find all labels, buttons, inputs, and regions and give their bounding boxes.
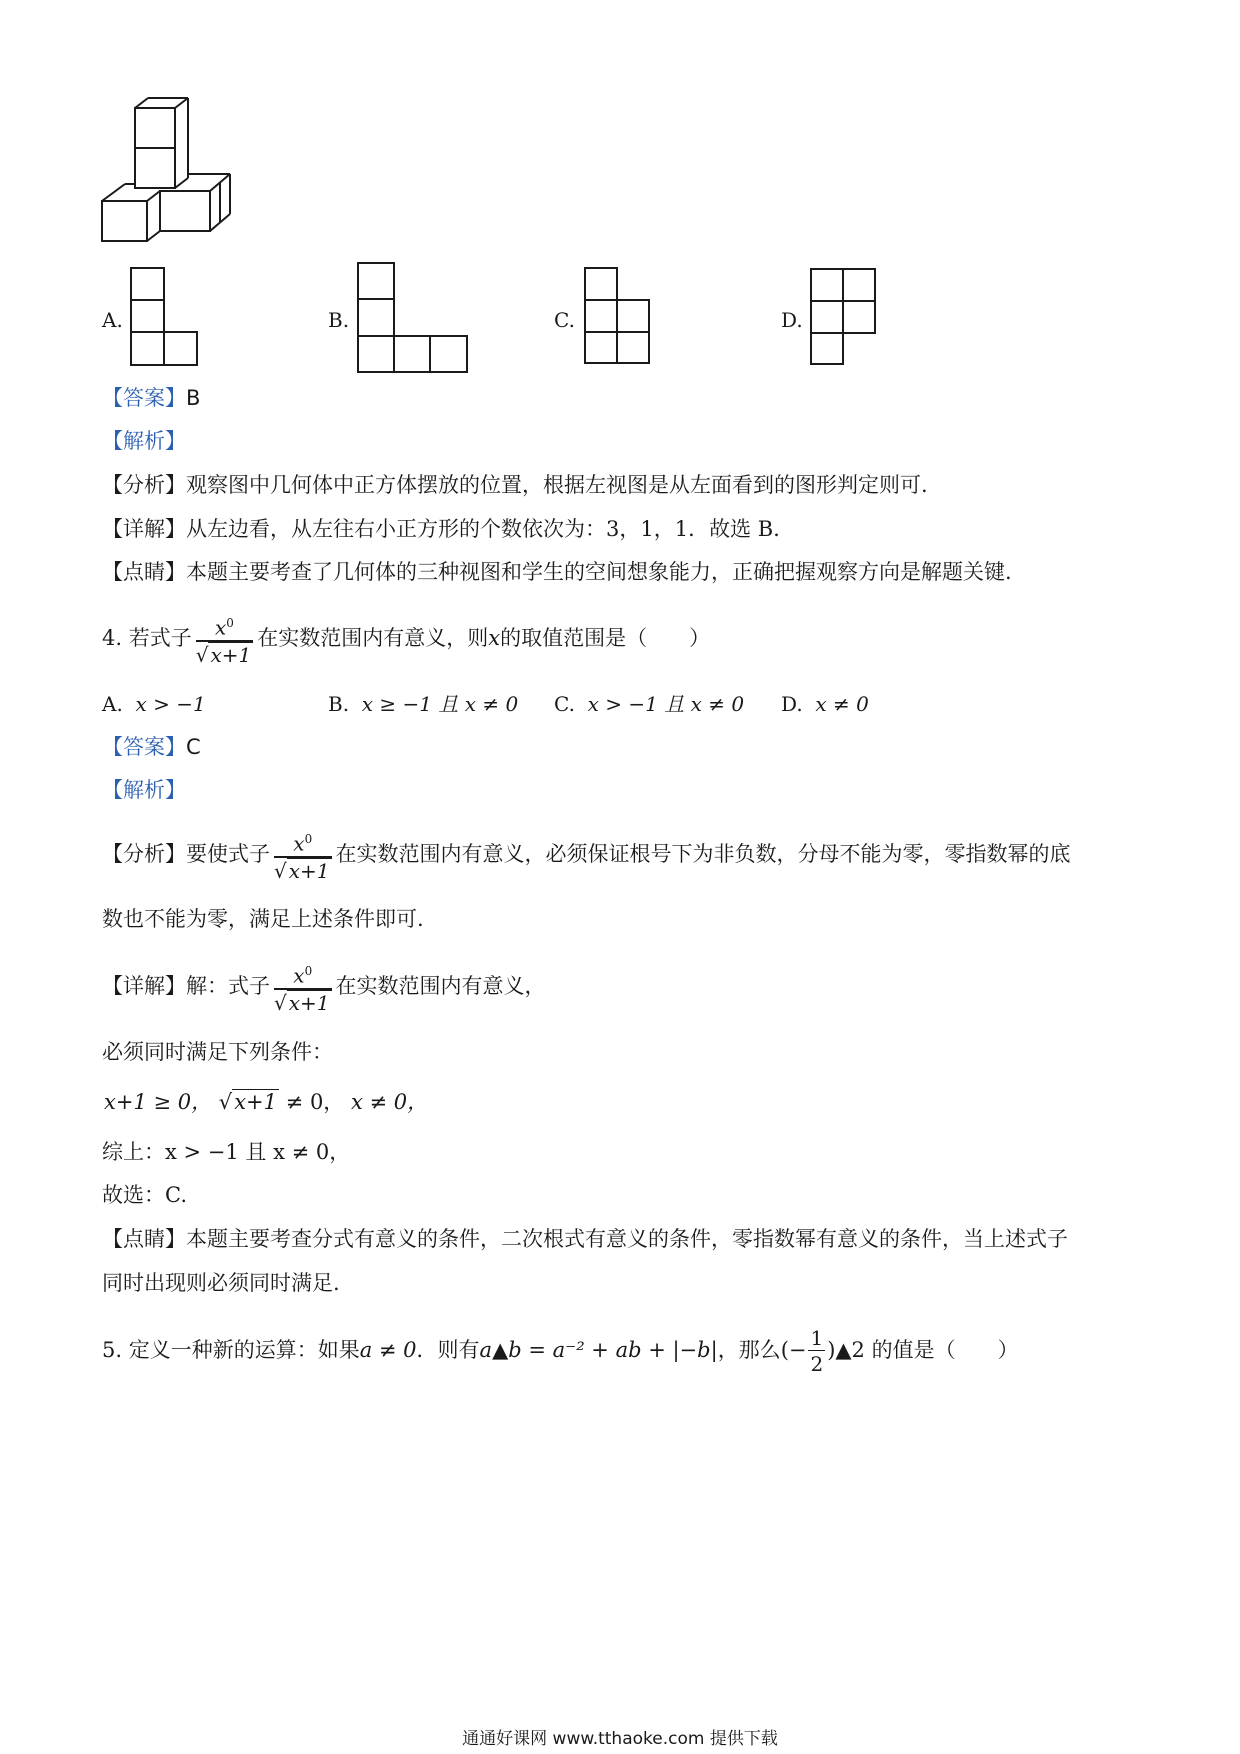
xiangjie-tag: 【详解】 [102, 974, 186, 998]
summary-text: 综上：x > −1 且 x ≠ 0， [102, 1140, 351, 1164]
q5-tail: )▲2 的值是（ ） [827, 1338, 1019, 1362]
frac-exp: 0 [226, 616, 234, 631]
answer-tag: 【答案】 [102, 735, 186, 759]
q4-fenxi-line1 [102, 824, 1071, 884]
q4-conditions [104, 1087, 428, 1117]
option-letter: B. [328, 692, 350, 716]
frac-exp: 0 [304, 964, 313, 979]
q4-choice [102, 1180, 187, 1210]
q3-option-d-label[interactable]: D. [781, 308, 803, 332]
q4-fraction: $\frac{x^0}{√ x+1}$ [195, 615, 252, 667]
q4-dianjing-line2 [102, 1268, 340, 1298]
q4-dianjing-line1 [102, 1224, 1068, 1254]
fenxi-tag: 【分析】 [102, 842, 186, 866]
condition-2-tail: ≠ 0， [279, 1090, 345, 1114]
half-den: 2 [810, 1352, 824, 1376]
xiangjie-fraction: $\frac{x^0}{√ x+1}$ [274, 963, 330, 1015]
choice-text: 故选：C. [102, 1183, 187, 1207]
q5-half-fraction [808, 1326, 825, 1377]
jiexi-tag: 【解析】 [102, 429, 186, 453]
condition-3: x ≠ 0， [351, 1090, 429, 1114]
fenxi-tag: 【分析】 [102, 473, 186, 497]
frac-exp: 0 [304, 832, 313, 847]
q4-stem-var: x [488, 626, 501, 650]
q5-formula: a▲b = a⁻² + ab + |−b| [479, 1338, 718, 1362]
condition-2-radicand: x+1 [234, 1090, 277, 1114]
option-letter: A. [102, 692, 123, 716]
dianjing-line1: 本题主要考查分式有意义的条件，二次根式有意义的条件，零指数幂有意义的条件，当上述式子 [186, 1227, 1068, 1251]
option-text: x ≠ 0 [815, 692, 869, 716]
q5-stem: 5. 定义一种新的运算：如果a ≠ 0．则有a▲b = a⁻² + ab + |−b|，那么(− $\frac{1}{2}$ )▲2 的值是（ ） [102, 1326, 1019, 1376]
fenxi-pre: 要使式子 [186, 842, 270, 866]
answer-tag: 【答案】 [102, 386, 186, 410]
q4-option-c[interactable] [554, 690, 744, 718]
condition-2-sqrt: √x+1 [218, 1090, 277, 1114]
xiangjie-text: 从左边看，从左往右小正方形的个数依次为：3，1，1．故选 B． [186, 517, 795, 541]
fenxi-post: 在实数范围内有意义，必须保证根号下为非负数，分母不能为零，零指数幂的底 [335, 842, 1071, 866]
dianjing-tag: 【点睛】 [102, 560, 186, 584]
q4-option-a[interactable] [102, 690, 206, 718]
answer-value: B [186, 386, 201, 410]
q4-jiexi-line [102, 775, 186, 805]
q4-fenxi-line2 [102, 904, 424, 934]
option-letter: C. [554, 692, 575, 716]
frac-den: x+1 [288, 990, 330, 1015]
q4-stem-post: 在实数范围内有意义，则 [257, 626, 489, 650]
q4-stem [102, 608, 710, 668]
q5-mid: ．则有 [416, 1338, 480, 1362]
fenxi-fraction: $\frac{x^0}{√ x+1}$ [274, 831, 330, 883]
q3-option-a-label[interactable]: A. [102, 308, 123, 332]
option-letter: D. [781, 692, 803, 716]
q3-option-b-label[interactable]: B. [328, 308, 350, 332]
xiangjie-pre: 解：式子 [186, 974, 270, 998]
answer-value: C [186, 735, 201, 759]
conditions-intro: 必须同时满足下列条件： [102, 1040, 333, 1064]
q3-xiangjie-line [102, 514, 794, 544]
xiangjie-post: 在实数范围内有意义， [335, 974, 546, 998]
q4-answer-line [102, 732, 201, 762]
q5-then: ，那么 [717, 1338, 781, 1362]
q4-conditions-intro [102, 1037, 333, 1067]
page-footer: 通通好课网 www.tthaoke.com 提供下载 [462, 1729, 778, 1749]
option-text: x > −1 [135, 692, 206, 716]
dianjing-tag: 【点睛】 [102, 1227, 186, 1251]
q4-option-b[interactable] [328, 690, 518, 718]
q4-summary [102, 1137, 350, 1167]
fenxi-text: 观察图中几何体中正方体摆放的位置，根据左视图是从左面看到的图形判定则可. [186, 473, 928, 497]
frac-num: x [293, 963, 305, 988]
q3-fenxi-line [102, 470, 928, 500]
q3-answer-line [102, 383, 200, 413]
q3-dianjing-line [102, 557, 1012, 587]
frac-den: x+1 [288, 858, 330, 883]
q4-stem-end: 的取值范围是（ ） [500, 626, 711, 650]
q3-option-a-figure[interactable] [130, 267, 200, 367]
option-text: x > −1 且 x ≠ 0 [587, 692, 745, 716]
q3-option-d-figure[interactable] [810, 268, 880, 368]
q3-option-c-label[interactable]: C. [554, 308, 575, 332]
frac-num: x [215, 615, 227, 640]
cube-stack-figure [100, 94, 240, 254]
fenxi-line2: 数也不能为零，满足上述条件即可. [102, 907, 424, 931]
frac-den: x+1 [210, 642, 252, 667]
q3-option-c-figure[interactable] [584, 267, 654, 367]
jiexi-tag: 【解析】 [102, 778, 186, 802]
dianjing-text: 本题主要考查了几何体的三种视图和学生的空间想象能力，正确把握观察方向是解题关键. [186, 560, 1012, 584]
q5-condition: a ≠ 0 [359, 1338, 417, 1362]
dianjing-line2: 同时出现则必须同时满足. [102, 1271, 340, 1295]
q3-jiexi-line [102, 426, 186, 456]
frac-num: x [293, 831, 305, 856]
half-num: 1 [810, 1326, 824, 1350]
condition-1: x+1 ≥ 0， [104, 1090, 213, 1114]
xiangjie-tag: 【详解】 [102, 517, 186, 541]
option-text: x ≥ −1 且 x ≠ 0 [361, 692, 519, 716]
q5-stem-pre: 5. 定义一种新的运算：如果 [102, 1338, 360, 1362]
q3-option-b-figure[interactable] [357, 262, 472, 372]
q4-option-d[interactable] [781, 690, 869, 718]
q4-stem-pre: 4. 若式子 [102, 626, 192, 650]
q4-xiangjie-line [102, 956, 546, 1016]
